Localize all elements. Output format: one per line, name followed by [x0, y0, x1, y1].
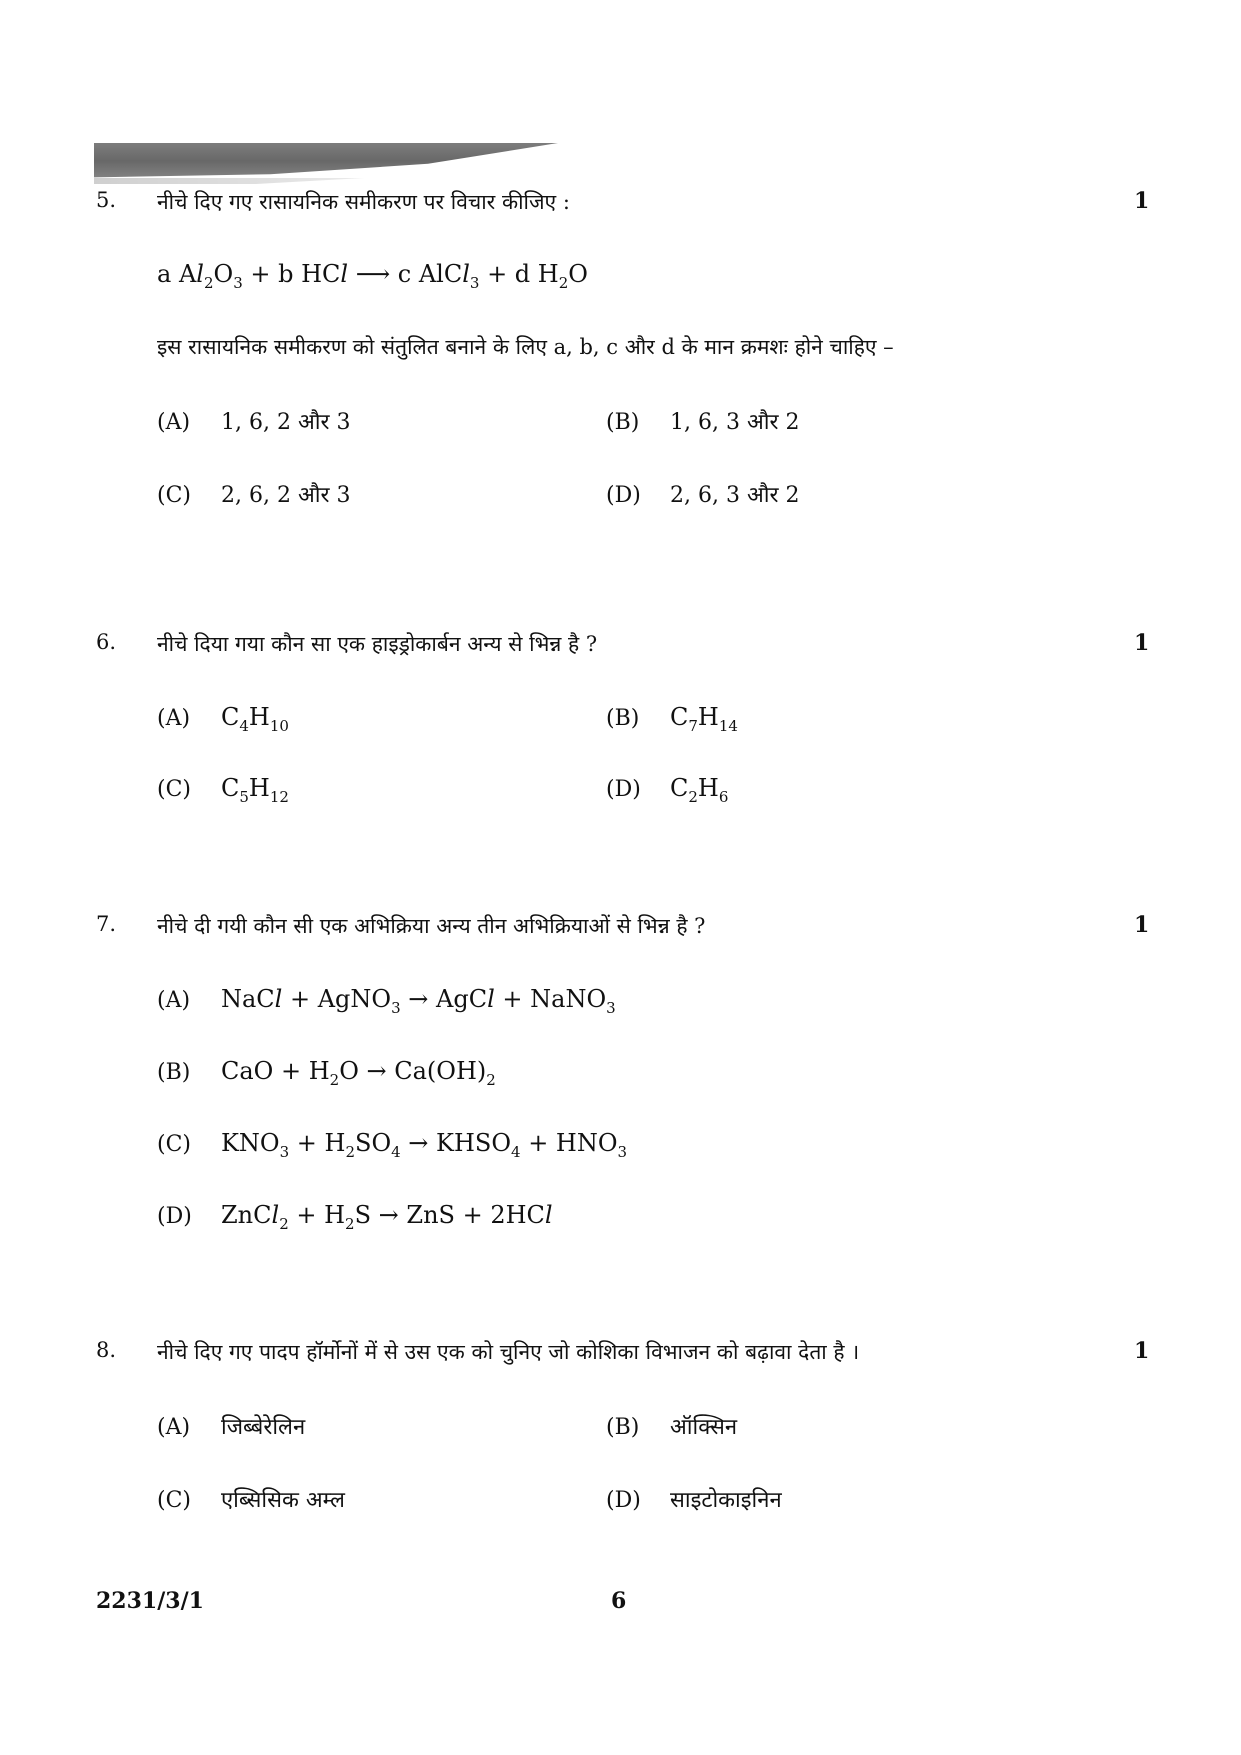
question-marks: 1: [1134, 188, 1150, 214]
option-formula: $C_5H_{12}$: [221, 774, 289, 806]
option-d: [606, 1484, 782, 1514]
page-number: 6: [611, 1588, 627, 1614]
question-number: 7.: [96, 912, 117, 936]
option-c: [157, 1484, 345, 1514]
question-number: 5.: [96, 188, 117, 212]
option-text: जिब्बेरेलिन: [221, 1415, 306, 1440]
option-c: [157, 774, 289, 806]
option-reaction: CaO + $H_2O \to Ca(OH)_2$: [221, 1057, 496, 1089]
option-text: एब्सिसिक अम्ल: [221, 1488, 345, 1513]
option-text: ऑक्सिन: [670, 1415, 738, 1440]
option-c: [157, 479, 350, 509]
option-a: [157, 703, 289, 735]
option-a: [157, 985, 616, 1017]
option-text: साइटोकाइनिन: [670, 1488, 782, 1513]
option-text: 2, 6, 3 और 2: [670, 483, 800, 508]
option-formula: $C_2H_6$: [670, 774, 729, 806]
question-number: 6.: [96, 630, 117, 654]
option-reaction: NaCl + AgNO$_3$ → AgCl + NaNO$_3$: [221, 985, 616, 1017]
option-label: (D): [606, 1488, 641, 1513]
question-marks: 1: [1134, 912, 1150, 938]
option-label: (A): [157, 706, 191, 731]
option-label: (C): [157, 483, 191, 508]
option-c: [157, 1129, 628, 1161]
option-label: (B): [606, 1415, 640, 1440]
option-a: [157, 1411, 305, 1441]
option-d: [606, 774, 729, 806]
option-label: (A): [157, 988, 191, 1013]
option-label: (D): [606, 777, 641, 802]
paper-code: 2231/3/1: [96, 1588, 204, 1614]
question-text: नीचे दिया गया कौन सा एक हाइड्रोकार्बन अन्य से भिन्न है ?: [157, 632, 598, 656]
question-subtext: इस रासायनिक समीकरण को संतुलित बनाने के लिए a, b, c और d के मान क्रमशः होने चाहिए –: [157, 335, 894, 359]
option-formula: $C_7H_{14}$: [670, 703, 738, 735]
option-d: [157, 1201, 553, 1233]
option-label: (C): [157, 1132, 191, 1157]
option-reaction: ZnCl$_2$ + $H_2S$ → ZnS + 2HCl: [221, 1201, 553, 1233]
option-label: (A): [157, 410, 191, 435]
option-b: [606, 703, 738, 735]
option-text: 1, 6, 2 और 3: [221, 410, 351, 435]
option-a: [157, 406, 350, 436]
option-d: [606, 479, 799, 509]
question-text: नीचे दी गयी कौन सी एक अभिक्रिया अन्य तीन अभिक्रियाओं से भिन्न है ?: [157, 914, 706, 938]
option-reaction: $KNO_3 + H_2SO_4$ → $KHSO_4 + HNO_3$: [221, 1129, 628, 1161]
option-label: (D): [157, 1204, 192, 1229]
option-label: (C): [157, 777, 191, 802]
option-b: [157, 1057, 496, 1089]
option-label: (B): [157, 1060, 191, 1085]
option-b: [606, 1411, 737, 1441]
header-band: [94, 143, 558, 183]
header-band-shine: [94, 178, 364, 184]
option-label: (C): [157, 1488, 191, 1513]
question-text: नीचे दिए गए रासायनिक समीकरण पर विचार कीजिए :: [157, 190, 570, 214]
option-label: (A): [157, 1415, 191, 1440]
option-text: 1, 6, 3 और 2: [670, 410, 800, 435]
question-marks: 1: [1134, 630, 1150, 656]
question-marks: 1: [1134, 1338, 1150, 1364]
option-formula: $C_4H_{10}$: [221, 703, 289, 735]
question-number: 8.: [96, 1338, 117, 1362]
option-label: (B): [606, 410, 640, 435]
question-text: नीचे दिए गए पादप हॉर्मोनों में से उस एक को चुनिए जो कोशिका विभाजन को बढ़ावा देता है ।: [157, 1340, 860, 1364]
option-label: (D): [606, 483, 641, 508]
chemical-equation: a $Al_2O_3 + b$ HCl ⟶ c AlCl$_3$ + d $H_2O$: [157, 260, 588, 292]
option-label: (B): [606, 706, 640, 731]
option-text: 2, 6, 2 और 3: [221, 483, 351, 508]
option-b: [606, 406, 799, 436]
